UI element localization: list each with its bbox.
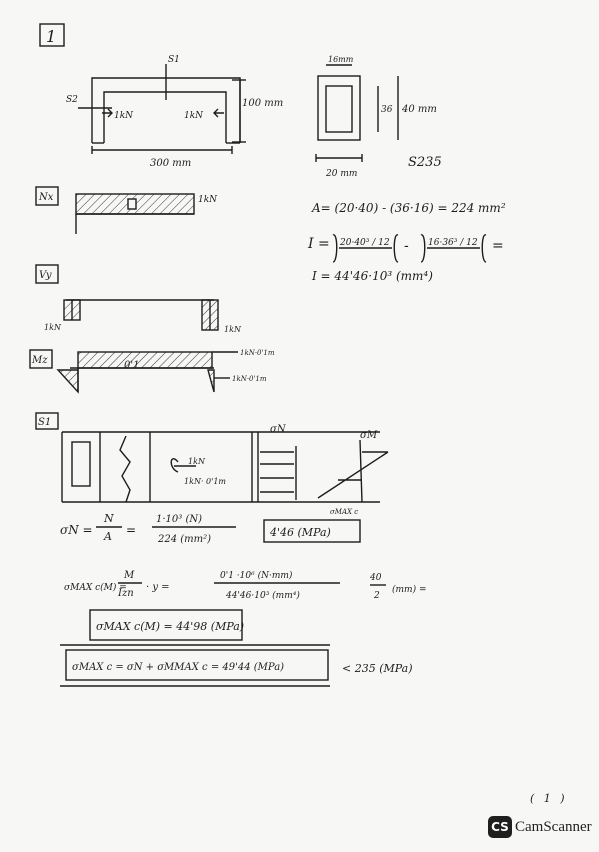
eq2-y-denominator: 2 bbox=[374, 591, 380, 601]
nx-label: Nx bbox=[39, 192, 54, 203]
eq1-result: 4'46 (MPa) bbox=[270, 526, 331, 539]
s1-label: S1 bbox=[168, 55, 180, 65]
mz-top-value: 1kN·0'1m bbox=[240, 349, 275, 357]
eq2-y-unit: (mm) = bbox=[392, 585, 427, 595]
eq1-lhs: σN = bbox=[60, 523, 93, 537]
inner-height-label: 36 bbox=[381, 105, 393, 115]
mz-center-value: 0'1 bbox=[124, 360, 140, 371]
height-label: 100 mm bbox=[242, 98, 284, 109]
eq2-numerator: 0'1 ·10⁶ (N·mm) bbox=[220, 571, 293, 581]
frame-sketch bbox=[78, 64, 246, 154]
final-result: σMAX c = σN + σMMAX c = 49'44 (MPa) bbox=[72, 662, 285, 673]
inertia-equals: = bbox=[492, 238, 504, 254]
sigma-max-label: σMAX c bbox=[330, 508, 359, 516]
inertia-right-term: 16·36³ / 12 bbox=[428, 238, 478, 248]
problem-number: 1 bbox=[46, 27, 57, 46]
vy-right-value: 1kN bbox=[224, 325, 241, 334]
force-label: 1kN bbox=[188, 457, 205, 466]
eq1-equals: = bbox=[126, 523, 137, 537]
limit-check: < 235 (MPa) bbox=[342, 662, 413, 675]
sigma-m-label: σM bbox=[360, 430, 378, 441]
moment-label: 1kN· 0'1m bbox=[184, 477, 226, 486]
inertia-left-term: 20·40³ / 12 bbox=[340, 238, 390, 248]
outer-height-label: 40 mm bbox=[402, 104, 437, 115]
mz-label: Mz bbox=[32, 355, 48, 366]
eq1-numerator: 1·10³ (N) bbox=[156, 514, 203, 525]
eq2-iz: Izn bbox=[118, 588, 134, 599]
mz-diagram bbox=[30, 350, 238, 392]
eq1-a: A bbox=[104, 530, 112, 543]
eq2-y-numerator: 40 bbox=[370, 573, 382, 583]
inner-width-label: 16mm bbox=[328, 55, 354, 64]
eq2-result: σMAX c(M) = 44'98 (MPa) bbox=[96, 620, 245, 633]
nx-value: 1kN bbox=[198, 195, 218, 205]
inertia-result: I = 44'46·10³ (mm⁴) bbox=[312, 269, 433, 283]
left-load-label: 1kN bbox=[114, 111, 134, 121]
vy-left-value: 1kN bbox=[44, 323, 61, 332]
section-label: S1 bbox=[38, 417, 52, 428]
inertia-label: I = bbox=[308, 236, 330, 252]
camscanner-logo: CS bbox=[488, 816, 512, 838]
eq1-n: N bbox=[104, 512, 114, 525]
stress-sketch bbox=[36, 413, 388, 502]
nx-diagram bbox=[36, 187, 194, 234]
camscanner-watermark: CamScanner bbox=[515, 819, 592, 835]
outer-width-label: 20 mm bbox=[326, 169, 358, 179]
inertia-minus: - bbox=[404, 238, 409, 254]
vy-label: Vy bbox=[39, 270, 52, 281]
eq2-denominator: 44'46·10³ (mm⁴) bbox=[226, 591, 300, 601]
area-formula: A= (20·40) - (36·16) = 224 mm² bbox=[312, 201, 506, 215]
eq1-denominator: 224 (mm²) bbox=[158, 534, 212, 545]
eq2-m: M bbox=[124, 570, 135, 581]
mz-right-value: 1kN·0'1m bbox=[232, 375, 267, 383]
material-label: S235 bbox=[408, 155, 442, 170]
result-boxes bbox=[60, 235, 486, 686]
s2-label: S2 bbox=[66, 95, 78, 105]
right-load-label: 1kN bbox=[184, 111, 204, 121]
vy-diagram bbox=[36, 265, 218, 330]
page-number: ( 1 ) bbox=[530, 792, 568, 805]
sigma-n-label: σN bbox=[270, 424, 286, 435]
eq2-lhs: σMAX c(M) = bbox=[64, 583, 127, 593]
width-label: 300 mm bbox=[150, 158, 192, 169]
eq2-y: · y = bbox=[146, 582, 170, 593]
